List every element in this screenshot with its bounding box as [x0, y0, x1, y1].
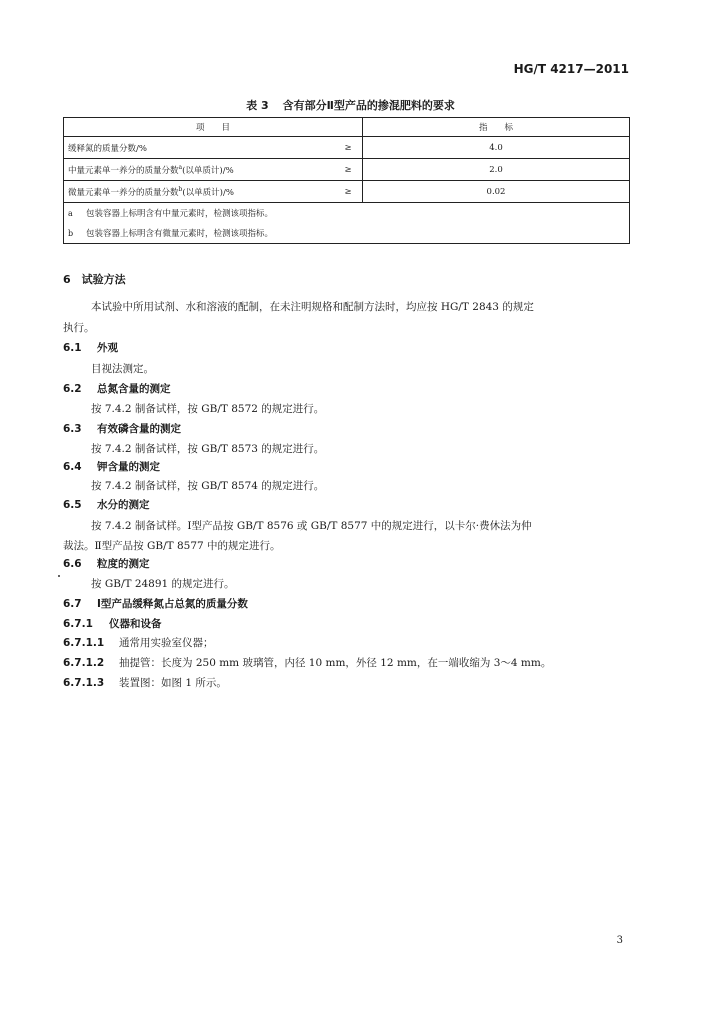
paragraph-line: 本试验中所用试剂、水和溶液的配制，在未注明规格和配制方法时，均应按 HG/T 2843 的规定	[91, 301, 534, 313]
row-symbol: ≥	[334, 159, 363, 181]
row-item-text: 微量元素单一养分的质量分数	[68, 187, 179, 198]
table-header-row	[64, 118, 630, 137]
requirements-table	[63, 117, 630, 244]
subsection-heading: 6.5 水分的测定	[63, 499, 150, 511]
subsection-heading: 6.3 有效磷含量的测定	[63, 423, 181, 435]
footnote-ref: a	[178, 163, 183, 171]
paragraph-line: 裁法。Ⅱ型产品按 GB/T 8577 中的规定进行。	[63, 540, 281, 552]
paragraph-line: 执行。	[63, 322, 95, 334]
subsection-heading: 6.6 粒度的测定	[63, 558, 150, 570]
table-row	[64, 159, 630, 181]
paragraph-line: 按 7.4.2 制备试样，按 GB/T 8573 的规定进行。	[91, 443, 325, 455]
footnote-ref: b	[178, 185, 183, 193]
table-caption	[0, 97, 701, 113]
footnote-text: 包装容器上标明含有中量元素时，检测该项指标。	[86, 209, 274, 219]
table-row	[64, 137, 630, 159]
standard-number: HG/T 4217—2011	[513, 62, 629, 76]
row-value: 2.0	[363, 159, 630, 181]
subsection-heading: 6.2 总氮含量的测定	[63, 383, 171, 395]
row-item	[64, 159, 335, 181]
row-item-text: 中量元素单一养分的质量分数	[68, 165, 179, 176]
table-caption-title: 含有部分Ⅱ型产品的掺混肥料的要求	[282, 99, 455, 112]
row-item-suffix: (以单质计)/%	[182, 165, 234, 176]
stray-dot	[58, 575, 60, 577]
row-item	[64, 137, 335, 159]
paragraph-line: 按 7.4.2 制备试样，按 GB/T 8572 的规定进行。	[91, 403, 325, 415]
row-value: 4.0	[363, 137, 630, 159]
paragraph-line: 按 7.4.2 制备试样，按 GB/T 8574 的规定进行。	[91, 480, 325, 492]
row-symbol: ≥	[334, 137, 363, 159]
table-footnote	[64, 203, 630, 224]
section-heading: 6 试验方法	[63, 273, 126, 286]
row-item-suffix: (以单质计)/%	[182, 187, 234, 198]
paragraph-line: 按 GB/T 24891 的规定进行。	[91, 578, 235, 590]
footnote-mark: a	[68, 209, 73, 218]
table-caption-number: 表 3	[246, 99, 269, 112]
table-row	[64, 181, 630, 203]
clause-line: 6.7.1.1 通常用实验室仪器；	[63, 637, 214, 649]
paragraph-line: 目视法测定。	[91, 363, 154, 375]
subsection-heading: 6.7 Ⅰ型产品缓释氮占总氮的质量分数	[63, 598, 248, 610]
table-footnote	[64, 223, 630, 244]
footnote-text: 包装容器上标明含有微量元素时，检测该项指标。	[86, 229, 274, 239]
paragraph-line: 按 7.4.2 制备试样。Ⅰ型产品按 GB/T 8576 或 GB/T 8577 中的规定进行，以卡尔·费休法为仲	[91, 520, 532, 532]
clause-line: 6.7.1.3 装置图：如图 1 所示。	[63, 677, 227, 689]
subsubsection-heading: 6.7.1 仪器和设备	[63, 618, 162, 630]
row-symbol: ≥	[334, 181, 363, 203]
footnote-mark: b	[68, 229, 74, 238]
row-item-text: 缓释氮的质量分数/%	[68, 143, 147, 154]
clause-line: 6.7.1.2 抽提管：长度为 250 mm 玻璃管，内径 10 mm，外径 12 mm，在一端收缩为 3～4 mm。	[63, 657, 552, 669]
column-header-value: 指 标	[363, 118, 630, 137]
row-item	[64, 181, 335, 203]
subsection-heading: 6.1 外观	[63, 342, 118, 354]
subsection-heading: 6.4 钾含量的测定	[63, 461, 160, 473]
column-header-item: 项 目	[64, 118, 363, 137]
row-value: 0.02	[363, 181, 630, 203]
page-number: 3	[616, 935, 623, 946]
